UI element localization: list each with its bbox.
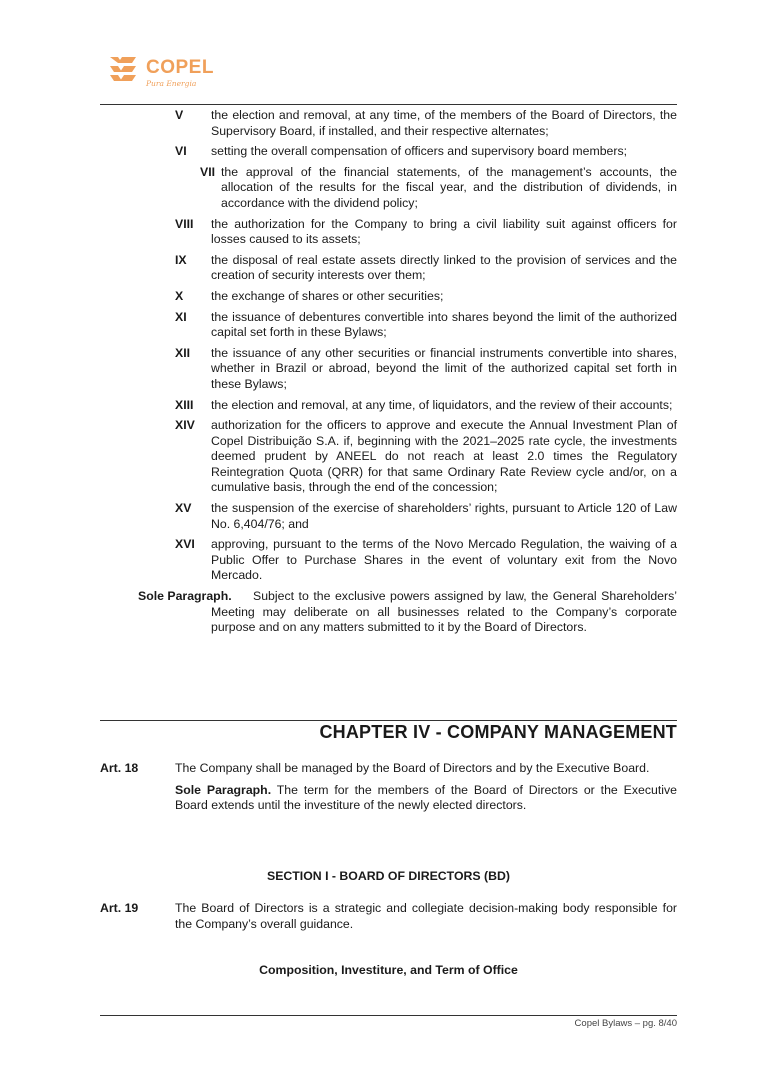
article-19 [100, 901, 677, 932]
copel-logo-icon [108, 55, 138, 85]
footer-divider [100, 1015, 677, 1016]
item-text: the disposal of real estate assets directly linked to the provision of services and the creation of security interests over them; [211, 252, 677, 283]
sole-paragraph-text: The term for the members of the Board of Directors or the Executive Board extends until the investiture of the newly elected directors. [175, 782, 677, 813]
article-number: Art. 18 [100, 761, 139, 775]
item-number: XIII [175, 397, 194, 412]
item-number: XII [175, 345, 191, 360]
item-number: XV [175, 501, 192, 516]
item-number: IX [175, 252, 187, 267]
item-number: X [175, 288, 184, 303]
item-number: VIII [175, 216, 194, 231]
article-text: The Board of Directors is a strategic and collegiate decision-making body responsible for the Company’s overall guidance. [175, 901, 677, 931]
header-divider [100, 104, 677, 105]
item-text: the election and removal, at any time, of liquidators, and the review of their accounts; [211, 397, 673, 412]
item-text: the issuance of any other securities or financial instruments convertible into shares, whether in Brazil or abroad, beyond the limit of the authorized capital set forth in these Bylaws; [211, 345, 677, 391]
logo-name: COPEL [146, 57, 214, 78]
items-list [100, 108, 677, 641]
list-item [100, 289, 677, 305]
logo-tagline: Pura Energia [146, 79, 197, 88]
item-text: the election and removal, at any time, of the members of the Board of Directors, the Supervisory Board, if installed, and their respective alternates; [211, 108, 677, 138]
sole-paragraph-label: Sole Paragraph. [138, 589, 232, 604]
article-number: Art. 19 [100, 901, 139, 915]
list-item [100, 398, 677, 414]
item-number: V [175, 108, 184, 122]
item-number: XVI [175, 537, 195, 552]
list-item [100, 144, 677, 160]
item-text: authorization for the officers to approve and execute the Annual Investment Plan of Copel Distribuição S.A. if, beginning with the 2021–2025 rate cycle, the investments deemed prudent by ANEEL do not reach at least 2.0 times the Regulatory Reintegration Quota (QRR) for that same Ordinary Rate Review cycle and/or, on a cumulative basis, through the end of the concession; [211, 418, 677, 495]
chapter-divider-top [100, 720, 677, 721]
copel-logo [108, 55, 218, 91]
item-text: the suspension of the exercise of shareholders’ rights, pursuant to Article 120 of Law No. 6,404/76; and [211, 501, 677, 531]
article-text: The Company shall be managed by the Board of Directors and by the Executive Board. [175, 761, 650, 775]
article-18 [100, 761, 677, 814]
list-item [100, 165, 677, 212]
list-item [100, 418, 677, 496]
list-item [100, 217, 677, 248]
item-text: the exchange of shares or other securities; [211, 288, 444, 303]
sole-paragraph-label: Sole Paragraph. [175, 782, 272, 797]
list-item [100, 501, 677, 532]
list-item [100, 346, 677, 393]
item-text: the approval of the financial statements, of the management’s accounts, the allocation of the results for the fiscal year, and the distribution of dividends, in accordance with the dividend policy; [221, 164, 677, 210]
item-number: XI [175, 309, 187, 324]
item-text: setting the overall compensation of officers and supervisory board members; [211, 144, 628, 159]
item-text: the issuance of debentures convertible into shares beyond the limit of the authorized capital set forth in these Bylaws; [211, 309, 677, 340]
item-number: VII [200, 164, 216, 179]
item-number: XIV [175, 418, 195, 433]
sole-paragraph-text: Subject to the exclusive powers assigned by law, the General Shareholders’ Meeting may deliberate on all businesses related to the Company’s corporate purpose and on any matters submitted to it by the Board of Directors. [211, 589, 677, 635]
item-number: VI [175, 144, 187, 159]
article-sole-paragraph [175, 783, 677, 814]
list-item [100, 108, 677, 139]
chapter-title: CHAPTER IV - COMPANY MANAGEMENT [319, 722, 677, 742]
sole-paragraph [100, 589, 677, 636]
list-item [100, 253, 677, 284]
subsection-title: Composition, Investiture, and Term of Office [259, 963, 518, 977]
item-text: the authorization for the Company to bring a civil liability suit against officers for losses caused to its assets; [211, 216, 677, 247]
section-title: SECTION I - BOARD OF DIRECTORS (BD) [267, 869, 510, 883]
list-item [100, 310, 677, 341]
page-footer: Copel Bylaws – pg. 8/40 [574, 1018, 677, 1029]
list-item [100, 537, 677, 584]
item-text: approving, pursuant to the terms of the Novo Mercado Regulation, the waiving of a Public Offer to Purchase Shares in the event of voluntary exit from the Novo Mercado. [211, 537, 677, 583]
